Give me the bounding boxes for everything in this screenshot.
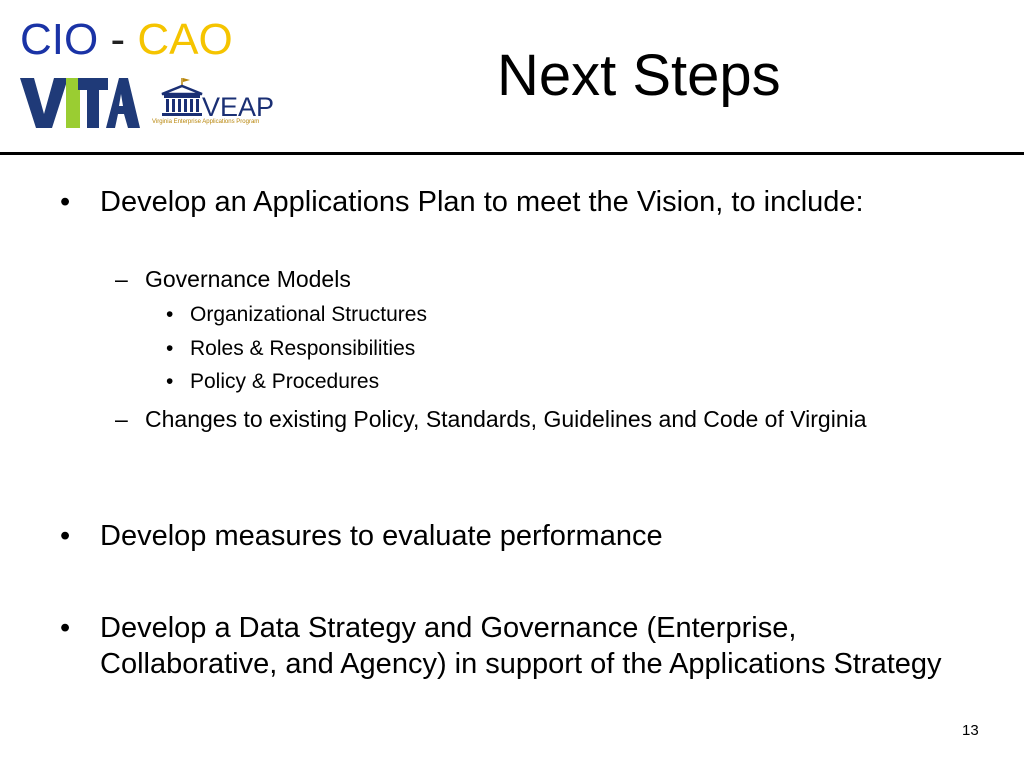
dash-marker: – <box>115 266 128 292</box>
sub-sub-bullet-text: Organizational Structures <box>190 303 427 326</box>
sub-sub-bullet-item <box>166 368 790 396</box>
brand-title <box>20 14 233 66</box>
sub-bullet-item <box>115 264 965 294</box>
bullet-text: Develop a Data Strategy and Governance (Enterprise, Collaborative, and Agency) in support of the Applications Strategy <box>100 612 942 680</box>
veap-logo <box>150 74 310 134</box>
sub-sub-bullet-item <box>166 335 790 363</box>
bullet-text: Develop an Applications Plan to meet the Vision, to include: <box>100 186 864 218</box>
bullet-marker: • <box>166 370 174 393</box>
veap-logo-text: VEAP <box>202 92 275 122</box>
dash-marker: – <box>115 406 128 432</box>
brand-cio: CIO <box>20 15 99 64</box>
bullet-marker: • <box>166 337 174 360</box>
sub-bullet-text: Governance Models <box>145 266 351 292</box>
vita-logo <box>20 74 140 130</box>
capitol-building-icon <box>156 76 208 120</box>
bullet-marker: • <box>60 612 71 644</box>
slide-title: Next Steps <box>497 43 781 108</box>
page-number: 13 <box>962 722 979 739</box>
sub-bullet-item <box>115 404 965 434</box>
title-divider <box>0 152 1024 155</box>
brand-cao: CAO <box>137 15 233 64</box>
brand-separator: - <box>110 15 126 64</box>
bullet-marker: • <box>60 186 71 218</box>
bullet-item <box>60 184 980 220</box>
bullet-item <box>60 610 980 682</box>
bullet-marker: • <box>166 303 174 326</box>
sub-sub-bullet-text: Roles & Responsibilities <box>190 337 416 360</box>
bullet-text: Develop measures to evaluate performance <box>100 520 663 552</box>
sub-bullet-text: Changes to existing Policy, Standards, Guidelines and Code of Virginia <box>145 406 867 432</box>
bullet-marker: • <box>60 520 71 552</box>
veap-logo-caption: Virginia Enterprise Applications Program <box>152 119 260 125</box>
sub-sub-bullet-item <box>166 301 790 329</box>
sub-sub-bullet-text: Policy & Procedures <box>190 370 380 393</box>
bullet-item <box>60 518 980 554</box>
